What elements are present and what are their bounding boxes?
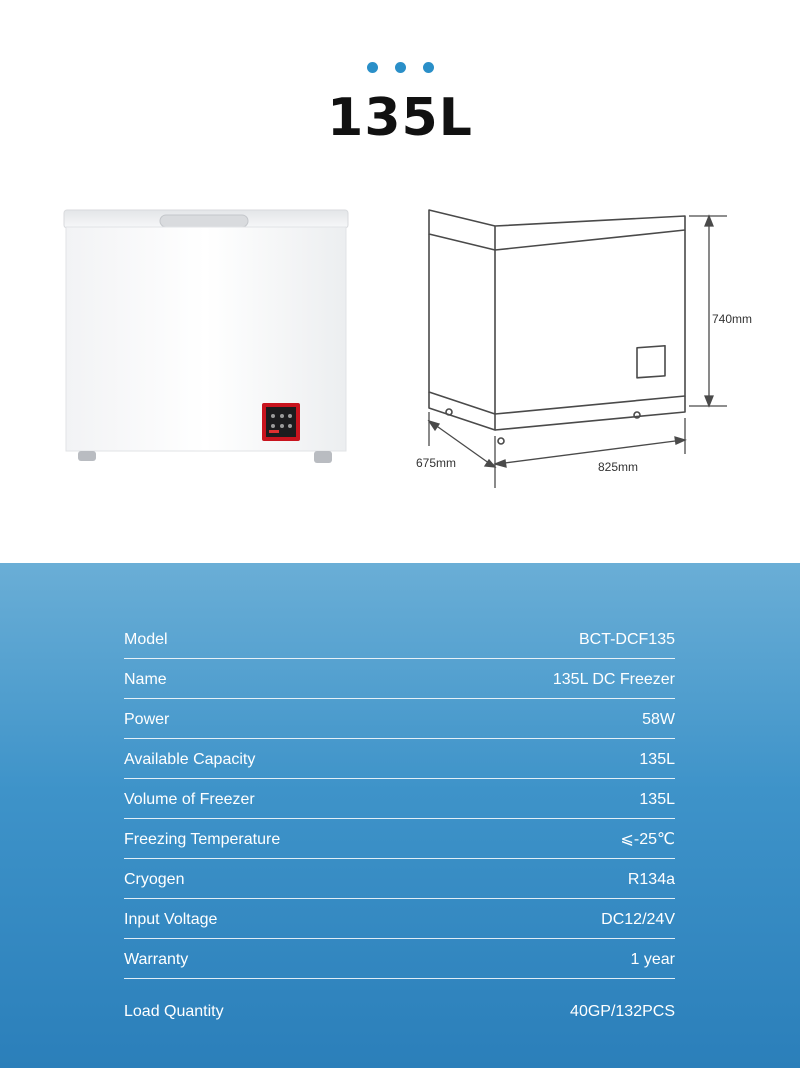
dimension-drawing xyxy=(405,196,785,496)
spec-label: Power xyxy=(124,711,170,728)
spec-value: 1 year xyxy=(630,951,675,968)
spec-value: R134a xyxy=(627,871,675,888)
freezer-handle xyxy=(160,215,248,227)
spec-value: 135L xyxy=(639,751,675,768)
spec-label: Cryogen xyxy=(124,871,185,888)
spec-label: Warranty xyxy=(124,951,189,968)
spec-row-available-capacity xyxy=(124,739,675,779)
spec-label: Name xyxy=(124,671,167,688)
height-label: 740mm xyxy=(712,312,753,326)
freezer-body xyxy=(66,227,346,451)
spec-value: 135L DC Freezer xyxy=(552,671,675,688)
spec-row-volume-of-freezer xyxy=(124,779,675,819)
dot xyxy=(423,62,434,73)
spec-row-power xyxy=(124,699,675,739)
freezer-photo xyxy=(56,200,366,470)
dot xyxy=(367,62,378,73)
drawing-lid xyxy=(429,210,685,250)
spec-row-model xyxy=(124,619,675,659)
pagination-dots xyxy=(0,62,800,73)
width-label: 825mm xyxy=(598,460,639,474)
spec-row-name xyxy=(124,659,675,699)
spec-label: Available Capacity xyxy=(124,751,256,768)
spec-label: Input Voltage xyxy=(124,911,218,928)
spec-value: 40GP/132PCS xyxy=(570,1003,675,1020)
spec-label: Volume of Freezer xyxy=(124,791,255,808)
spec-row-input-voltage xyxy=(124,899,675,939)
spec-table xyxy=(124,619,675,1039)
spec-value: ⩽-25℃ xyxy=(620,831,675,848)
drawing-control-panel xyxy=(637,346,665,378)
spec-row-freezing-temperature xyxy=(124,819,675,859)
width-dimension-line xyxy=(497,440,683,464)
drawing-body xyxy=(429,230,685,414)
spec-row-load-quantity xyxy=(124,979,675,1039)
spec-label: Model xyxy=(124,631,168,648)
depth-label: 675mm xyxy=(416,456,457,470)
spec-label: Freezing Temperature xyxy=(124,831,281,848)
spec-value: 58W xyxy=(642,711,675,728)
spec-label: Load Quantity xyxy=(124,1003,224,1020)
spec-value: DC12/24V xyxy=(601,911,675,928)
page-title: 135L xyxy=(327,88,473,148)
dot xyxy=(395,62,406,73)
control-panel xyxy=(262,403,300,441)
spec-row-warranty xyxy=(124,939,675,979)
spec-value: BCT-DCF135 xyxy=(578,631,675,648)
spec-value: 135L xyxy=(639,791,675,808)
caster-wheel xyxy=(78,451,332,463)
spec-row-cryogen xyxy=(124,859,675,899)
spec-panel xyxy=(0,563,800,1068)
